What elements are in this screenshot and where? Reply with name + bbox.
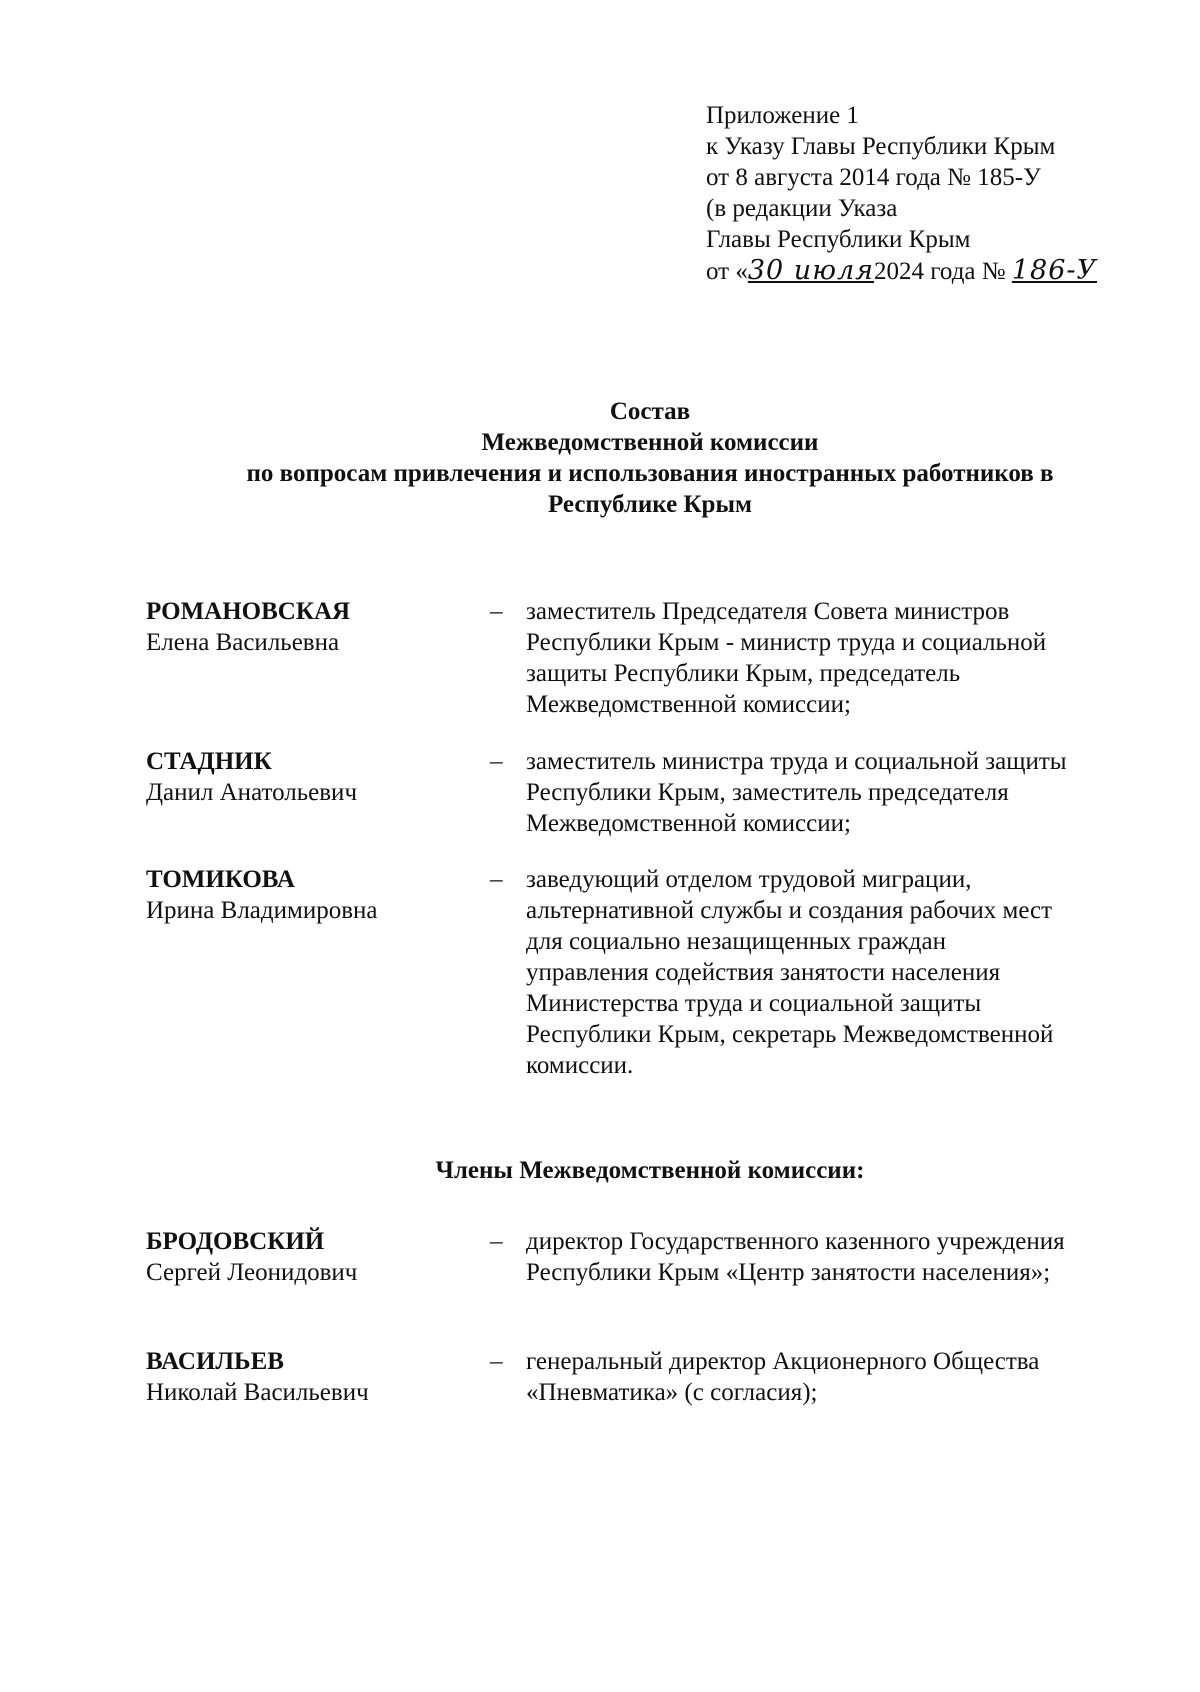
member-given-names: Сергей Леонидович (146, 1259, 358, 1286)
position-line: Республики Крым - министр труда и социальной (526, 629, 1047, 656)
document-title (100, 396, 1200, 520)
member-name (146, 596, 476, 658)
member-surname: СТАДНИК (146, 748, 272, 775)
member-given-names: Елена Васильевна (146, 629, 340, 656)
title-line: Состав (609, 398, 691, 425)
position-line: Межведомственной комиссии; (526, 810, 851, 837)
date-year: 2024 года № (874, 258, 1006, 285)
handwritten-decree-number: 186-У (1011, 255, 1098, 286)
title-line: Межведомственной комиссии (481, 429, 819, 456)
position-line: альтернативной службы и создания рабочих мест (526, 897, 1053, 924)
member-position (526, 1346, 1146, 1408)
dash-separator: – (490, 598, 503, 625)
member-position (526, 596, 1146, 720)
member-given-names: Данил Анатольевич (146, 779, 358, 806)
member-name (146, 1346, 476, 1408)
member-position (526, 1226, 1146, 1288)
position-line: Республики Крым, заместитель председателя (526, 779, 1009, 806)
attachment-line: к Указу Главы Республики Крым (706, 133, 1056, 160)
member-surname: РОМАНОВСКАЯ (146, 598, 351, 625)
member-position (526, 746, 1146, 839)
position-line: Межведомственной комиссии; (526, 691, 851, 718)
attachment-line: Приложение 1 (706, 102, 859, 129)
attachment-line: Главы Республики Крым (706, 226, 971, 253)
handwritten-date: 30 июля (747, 255, 875, 286)
position-line: «Пневматика» (с согласия); (526, 1379, 818, 1406)
position-line: Республики Крым «Центр занятости населения»; (526, 1259, 1051, 1286)
position-line: для социально незащищенных граждан (526, 928, 946, 955)
position-line: Министерства труда и социальной защиты (526, 990, 982, 1017)
date-prefix: от « (706, 258, 748, 285)
attachment-line: (в редакции Указа (706, 195, 898, 222)
member-given-names: Ирина Владимировна (146, 897, 378, 924)
position-line: защиты Республики Крым, председатель (526, 660, 961, 687)
dash-separator: – (490, 1348, 503, 1375)
dash-separator: – (490, 1228, 503, 1255)
member-name (146, 1226, 476, 1288)
members-heading: Члены Межведомственной комиссии: (435, 1157, 865, 1184)
position-line: директор Государственного казенного учреждения (526, 1228, 1065, 1255)
member-name (146, 746, 476, 808)
position-line: заведующий отделом трудовой миграции, (526, 866, 972, 893)
position-line: заместитель министра труда и социальной защиты (526, 748, 1067, 775)
member-given-names: Николай Васильевич (146, 1379, 369, 1406)
member-surname: ВАСИЛЬЕВ (146, 1348, 284, 1375)
attachment-date-line (706, 255, 1166, 287)
position-line: заместитель Председателя Совета министров (526, 598, 1010, 625)
member-surname: ТОМИКОВА (146, 866, 295, 893)
member-name (146, 864, 476, 926)
position-line: управления содействия занятости населения (526, 959, 1001, 986)
title-line: Республике Крым (547, 491, 753, 518)
attachment-header (706, 100, 1166, 287)
position-line: генеральный директор Акционерного Общества (526, 1348, 1040, 1375)
title-line: по вопросам привлечения и использования иностранных работников в (246, 460, 1054, 487)
position-line: комиссии. (526, 1052, 634, 1079)
attachment-line: от 8 августа 2014 года № 185-У (706, 164, 1041, 191)
member-position (526, 864, 1146, 1081)
dash-separator: – (490, 866, 503, 893)
member-surname: БРОДОВСКИЙ (146, 1228, 325, 1255)
dash-separator: – (490, 748, 503, 775)
position-line: Республики Крым, секретарь Межведомственной (526, 1021, 1054, 1048)
